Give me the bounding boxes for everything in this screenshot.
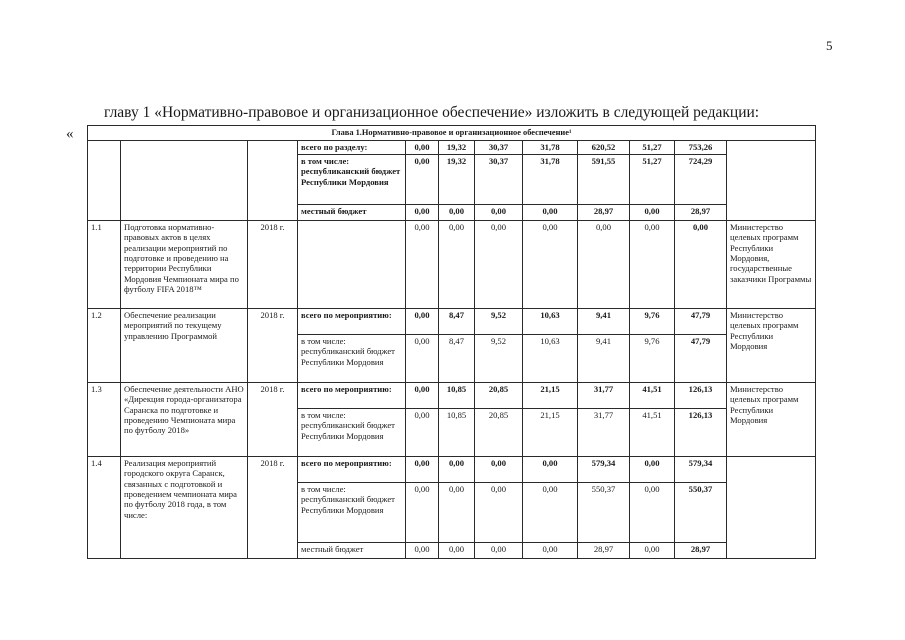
table-row: 1.4 Реализация мероприятий городского округа Саранск, связанных с подготовкой и проведением чемпионата мира по футболу 2018 года, в том числе: 2018 г. всего по мероприятию: 0,00 0,00 0,00 0,00 579,34 0,00 579,34 xyxy=(88,457,816,483)
measure-name: Подготовка нормативно-правовых актов в целях реализации мероприятий по подготовке и проведению на территории Республики Мордовия Чемпионата мира по футболу FIFA 2018™ xyxy=(121,221,248,309)
table-row: в том числе: республиканский бюджет Республики Мордовия 0,00 19,32 30,37 31,78 591,55 51,27 724,29 xyxy=(88,155,816,205)
table-row: 1.3 Обеспечение деятельности АНО «Дирекция города-организатора Саранска по подготовке и проведению Чемпионата мира по футболу 2018» 2018 г. всего по мероприятию: 0,00 10,85 20,85 21,15 31,77 41,51 126,13 Министерство целевых программ Республики Мордовия xyxy=(88,383,816,409)
table-row: 1.1 Подготовка нормативно-правовых актов в целях реализации мероприятий по подготовке и проведению на территории Республики Мордовия Чемпионата мира по футболу FIFA 2018™ 2018 г. 0,00 0,00 0,00 0,00 0,00 0,00 0,00 Министерство целевых программ Республики Мордовия, государственные заказчики Программы xyxy=(88,221,816,309)
executor: Министерство целевых программ Республики Мордовия xyxy=(727,383,816,457)
measure-year: 2018 г. xyxy=(248,309,298,383)
page-number: 5 xyxy=(826,38,833,53)
table-row: в том числе: республиканский бюджет Республики Мордовия 0,00 0,00 0,00 0,00 550,37 0,00 550,37 xyxy=(88,483,816,543)
table-row: местный бюджет 0,00 0,00 0,00 0,00 28,97 0,00 28,97 xyxy=(88,543,816,559)
row-number: 1.4 xyxy=(88,457,121,559)
executor xyxy=(727,457,816,559)
executor: Министерство целевых программ Республики Мордовия, государственные заказчики Программы xyxy=(727,221,816,309)
program-table xyxy=(87,125,816,559)
row-number: 1.2 xyxy=(88,309,121,383)
section-rep-label: в том числе: республиканский бюджет Республики Мордовия xyxy=(298,155,406,205)
measure-year: 2018 г. xyxy=(248,383,298,457)
measure-year: 2018 г. xyxy=(248,457,298,559)
chapter-caption: Глава 1.Нормативно-правовое и организационное обеспечение¹ xyxy=(88,126,816,141)
row-number: 1.1 xyxy=(88,221,121,309)
section-total-label: всего по разделу: xyxy=(298,141,406,155)
executor: Министерство целевых программ Республики Мордовия xyxy=(727,309,816,383)
table-row: всего по разделу: 0,00 19,32 30,37 31,78 620,52 51,27 753,26 xyxy=(88,141,816,155)
opening-quote: « xyxy=(66,126,74,142)
amendment-heading: главу 1 «Нормативно-правовое и организационное обеспечение» изложить в следующей редакции: xyxy=(104,104,760,121)
measure-name: Обеспечение реализации мероприятий по текущему управлению Программой xyxy=(121,309,248,383)
measure-name: Реализация мероприятий городского округа Саранск, связанных с подготовкой и проведением чемпионата мира по футболу 2018 года, в том числе: xyxy=(121,457,248,559)
row-number: 1.3 xyxy=(88,383,121,457)
table-row: местный бюджет 0,00 0,00 0,00 0,00 28,97 0,00 28,97 xyxy=(88,205,816,221)
measure-name: Обеспечение деятельности АНО «Дирекция города-организатора Саранска по подготовке и проведению Чемпионата мира по футболу 2018» xyxy=(121,383,248,457)
chapter-caption-row xyxy=(88,126,816,141)
table-row: 1.2 Обеспечение реализации мероприятий по текущему управлению Программой 2018 г. всего по мероприятию: 0,00 8,47 9,52 10,63 9,41 9,76 47,79 Министерство целевых программ Республики Мордовия xyxy=(88,309,816,335)
measure-year: 2018 г. xyxy=(248,221,298,309)
table-row: в том числе: республиканский бюджет Республики Мордовия 0,00 10,85 20,85 21,15 31,77 41,51 126,13 xyxy=(88,409,816,457)
section-local-label: местный бюджет xyxy=(298,205,406,221)
table-row: в том числе: республиканский бюджет Республики Мордовия 0,00 8,47 9,52 10,63 9,41 9,76 47,79 xyxy=(88,335,816,383)
